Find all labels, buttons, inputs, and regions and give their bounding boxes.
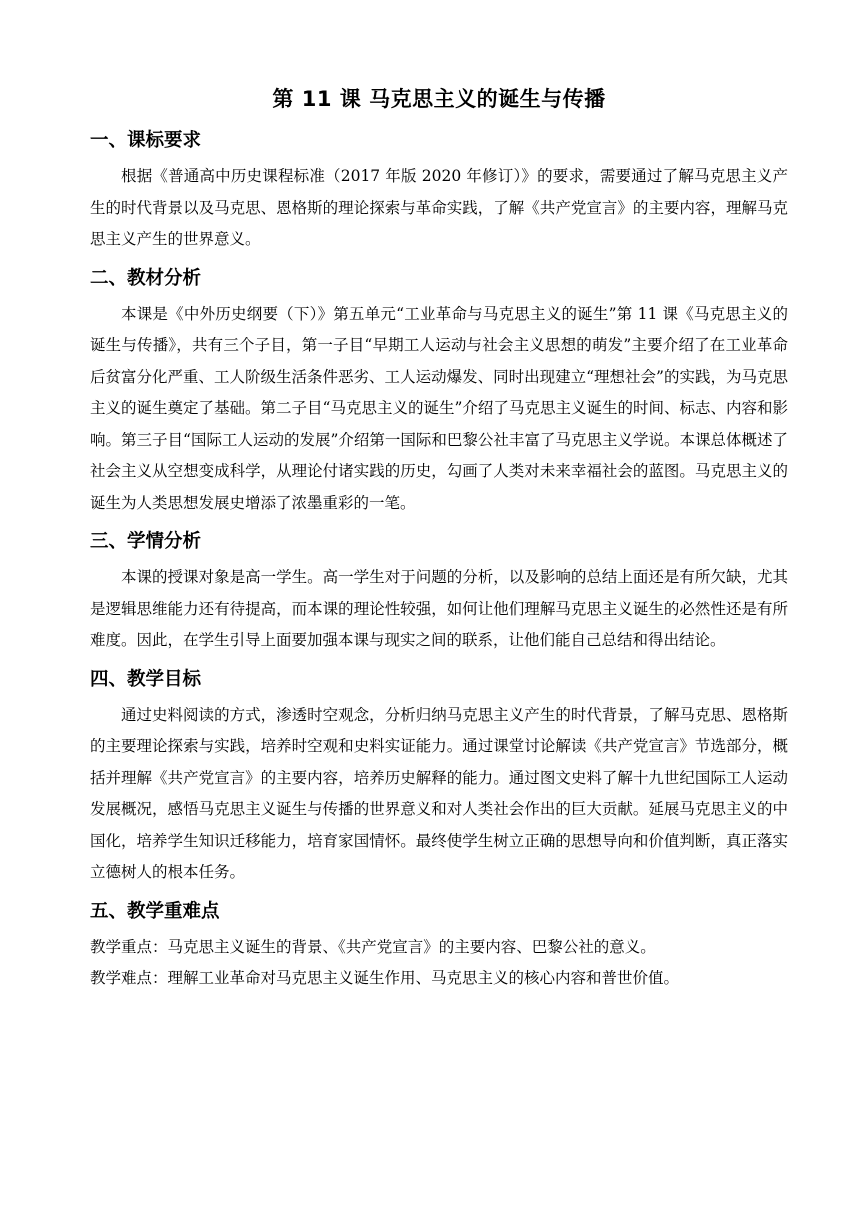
section-teaching-objectives [90, 667, 788, 889]
section-curriculum-requirements [90, 128, 788, 256]
document-title: 第 11 课 马克思主义的诞生与传播 [272, 87, 606, 111]
section-key-difficult-points [90, 899, 788, 995]
section-heading: 二、教材分析 [90, 267, 202, 289]
section-heading: 三、学情分析 [90, 531, 202, 552]
section-paragraph: 本课是《中外历史纲要（下）》第五单元“工业革命与马克思主义的诞生”第 11 课《马克思主义的诞生与传播》，共有三个子目，第一子目“早期工人运动与社会主义思想的萌发”主要介绍了在工业革命后贫富分化严重、工人阶级生活条件恶劣、工人运动爆发、同时出现建立“理想社会”的实践，为马克思主义的诞生奠定了基础。第二子目“马克思主义的诞生”介绍了马克思主义诞生的时间、标志、内容和影响。第三子目“国际工人运动的发展”介绍第一国际和巴黎公社丰富了马克思主义学说。本课总体概述了社会主义从空想变成科学，从理论付诸实践的历史，勾画了人类对未来幸福社会的蓝图。马克思主义的诞生为人类思想发展史增添了浓墨重彩的一笔。 [90, 304, 788, 512]
key-point-line: 教学重点：马克思主义诞生的背景、《共产党宣言》的主要内容、巴黎公社的意义。 [90, 937, 656, 956]
section-paragraph: 通过史料阅读的方式，渗透时空观念，分析归纳马克思主义产生的时代背景，了解马克思、恩格斯的主要理论探索与实践，培养时空观和史料实证能力。通过课堂讨论解读《共产党宣言》节选部分，概括并理解《共产党宣言》的主要内容，培养历史解释的能力。通过图文史料了解十九世纪国际工人运动发展概况，感悟马克思主义诞生与传播的世界意义和对人类社会作出的巨大贡献。延展马克思主义的中国化，培养学生知识迁移能力，培育家国情怀。最终使学生树立正确的思想导向和价值判断，真正落实立德树人的根本任务。 [90, 705, 788, 881]
section-heading: 四、教学目标 [90, 668, 202, 690]
document-page [90, 84, 788, 995]
section-paragraph: 根据《普通高中历史课程标准（2017 年版 2020 年修订）》的要求，需要通过了解马克思主义产生的时代背景以及马克思、恩格斯的理论探索与革命实践，了解《共产党宣言》的主要内容，理解马克思主义产生的世界意义。 [90, 167, 788, 248]
section-textbook-analysis [90, 266, 788, 520]
section-paragraph: 本课的授课对象是高一学生。高一学生对于问题的分析，以及影响的总结上面还是有所欠缺，尤其是逻辑思维能力还有待提高，而本课的理论性较强，如何让他们理解马克思主义诞生的必然性还是有所难度。因此，在学生引导上面要加强本课与现实之间的联系，让他们能自己总结和得出结论。 [90, 568, 788, 649]
section-heading: 五、教学重难点 [90, 900, 220, 922]
section-student-analysis [90, 529, 788, 657]
section-heading: 一、课标要求 [90, 130, 202, 151]
difficulty-line: 教学难点：理解工业革命对马克思主义诞生作用、马克思主义的核心内容和普世价值。 [90, 969, 680, 987]
